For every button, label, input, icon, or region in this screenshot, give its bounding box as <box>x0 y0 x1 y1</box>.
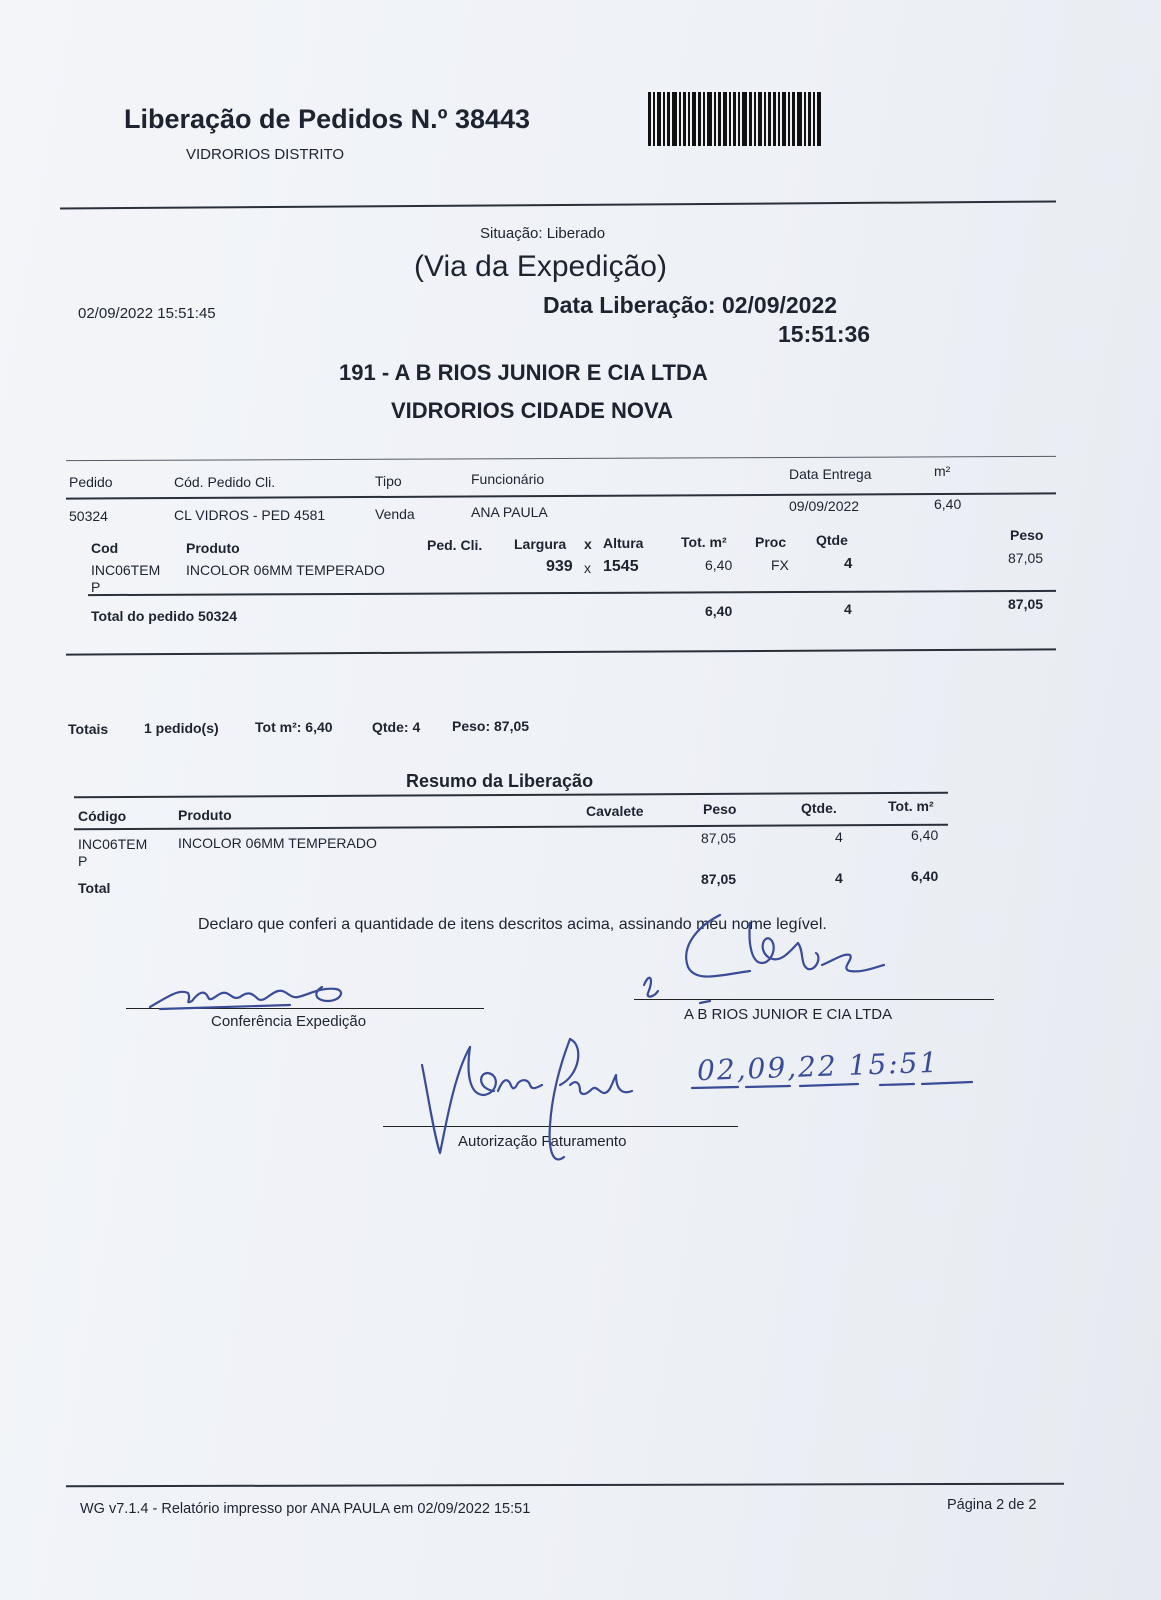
autorizacao-label: Autorização Faturamento <box>458 1133 627 1150</box>
resumo-total-peso: 87,05 <box>701 871 737 887</box>
item-col-qtde: Qtde <box>816 532 848 548</box>
page-number: Página 2 de 2 <box>947 1497 1037 1513</box>
item-proc: FX <box>771 557 789 573</box>
company-name: VIDRORIOS DISTRITO <box>186 146 345 163</box>
order-total-m2: 6,40 <box>705 603 733 619</box>
hora-liberacao: 15:51:36 <box>778 321 871 347</box>
totals-qtde: Qtde: 4 <box>372 719 421 735</box>
resumo-top-border <box>74 792 948 798</box>
resumo-total-tot-m2: 6,40 <box>911 868 939 884</box>
m2-value: 6,40 <box>934 496 962 512</box>
item-col-proc: Proc <box>755 534 787 550</box>
document-title: Liberação de Pedidos N.º 38443 <box>124 104 531 134</box>
item-largura: 939 <box>546 558 573 575</box>
handwritten-date: 02,09,22 15:51 <box>696 1045 940 1088</box>
col-m2: m² <box>934 463 951 479</box>
autorizacao-signature <box>420 1035 670 1170</box>
resumo-codigo-line2: P <box>78 853 88 869</box>
print-datetime: 02/09/2022 15:51:45 <box>78 305 216 322</box>
item-col-largura: Largura <box>514 536 567 552</box>
handwritten-date-underline <box>690 1078 980 1092</box>
resumo-codigo-line1: INC06TEM <box>78 836 148 852</box>
order-total-label: Total do pedido 50324 <box>91 608 237 624</box>
totals-pedidos: 1 pedido(s) <box>144 720 219 736</box>
col-pedido: Pedido <box>69 474 113 490</box>
item-qtde: 4 <box>844 555 853 572</box>
col-funcionario: Funcionário <box>471 471 545 487</box>
col-data-entrega: Data Entrega <box>789 466 872 482</box>
tipo-value: Venda <box>375 506 415 522</box>
totals-m2: Tot m²: 6,40 <box>255 719 333 735</box>
resumo-title: Resumo da Liberação <box>406 771 594 791</box>
totals-label: Totais <box>68 721 109 737</box>
cod-pedido-cli-value: CL VIDROS - PED 4581 <box>174 507 326 523</box>
resumo-produto: INCOLOR 06MM TEMPERADO <box>178 835 377 851</box>
resumo-col-qtde: Qtde. <box>801 800 837 816</box>
footer-report-info: WG v7.1.4 - Relatório impresso por ANA PAULA em 02/09/2022 15:51 <box>80 1501 531 1517</box>
item-col-tot-m2: Tot. m² <box>681 534 727 550</box>
item-altura: 1545 <box>603 558 639 575</box>
item-produto: INCOLOR 06MM TEMPERADO <box>186 562 385 578</box>
item-col-cod: Cod <box>91 540 119 556</box>
declaration-text: Declaro que conferi a quantidade de itens descritos acima, assinando meu nome legível. <box>198 916 827 933</box>
conferencia-label: Conferência Expedição <box>211 1013 367 1030</box>
order-table-bottom-border <box>66 648 1056 655</box>
item-col-peso: Peso <box>1010 527 1044 543</box>
item-cod-line2: P <box>91 579 101 595</box>
footer-divider <box>66 1483 1064 1487</box>
item-col-produto: Produto <box>186 540 240 556</box>
item-peso: 87,05 <box>1008 550 1044 566</box>
pedido-value: 50324 <box>69 508 108 524</box>
resumo-total-label: Total <box>78 880 111 896</box>
resumo-tot-m2: 6,40 <box>911 827 939 843</box>
item-x: x <box>584 560 591 576</box>
order-table-top-border <box>66 456 1056 461</box>
conferencia-signature <box>140 975 360 1017</box>
order-table-header-border <box>66 492 1056 499</box>
totals-peso: Peso: 87,05 <box>452 718 530 734</box>
item-cod-line1: INC06TEM <box>91 562 161 578</box>
data-entrega-value: 09/09/2022 <box>789 498 860 514</box>
item-col-ped-cli: Ped. Cli. <box>427 537 483 553</box>
order-total-peso: 87,05 <box>1008 596 1044 612</box>
client-name: 191 - A B RIOS JUNIOR E CIA LTDA <box>339 360 708 385</box>
order-total-qtde: 4 <box>844 601 852 617</box>
resumo-col-cavalete: Cavalete <box>586 803 644 819</box>
header-divider <box>60 201 1056 210</box>
resumo-total-qtde: 4 <box>835 870 843 886</box>
resumo-col-tot-m2: Tot. m² <box>888 798 934 814</box>
via-title: (Via da Expedição) <box>414 250 667 283</box>
barcode <box>648 92 824 146</box>
item-total-border <box>88 590 1056 596</box>
funcionario-value: ANA PAULA <box>471 504 548 520</box>
resumo-col-codigo: Código <box>78 808 127 824</box>
col-tipo: Tipo <box>375 473 402 489</box>
resumo-col-peso: Peso <box>703 801 737 817</box>
item-tot-m2: 6,40 <box>705 557 733 573</box>
col-cod-pedido-cli: Cód. Pedido Cli. <box>174 474 276 490</box>
situacao-text: Situação: Liberado <box>480 225 606 242</box>
item-col-x: x <box>584 536 592 552</box>
resumo-qtde: 4 <box>835 829 843 845</box>
cliente-label: A B RIOS JUNIOR E CIA LTDA <box>684 1006 893 1023</box>
client-store: VIDRORIOS CIDADE NOVA <box>391 398 673 423</box>
cliente-signature <box>640 905 900 1015</box>
resumo-header-border <box>74 824 948 830</box>
resumo-col-produto: Produto <box>178 807 232 823</box>
item-col-altura: Altura <box>603 535 644 551</box>
resumo-peso: 87,05 <box>701 830 737 846</box>
data-liberacao: Data Liberação: 02/09/2022 <box>543 292 838 318</box>
